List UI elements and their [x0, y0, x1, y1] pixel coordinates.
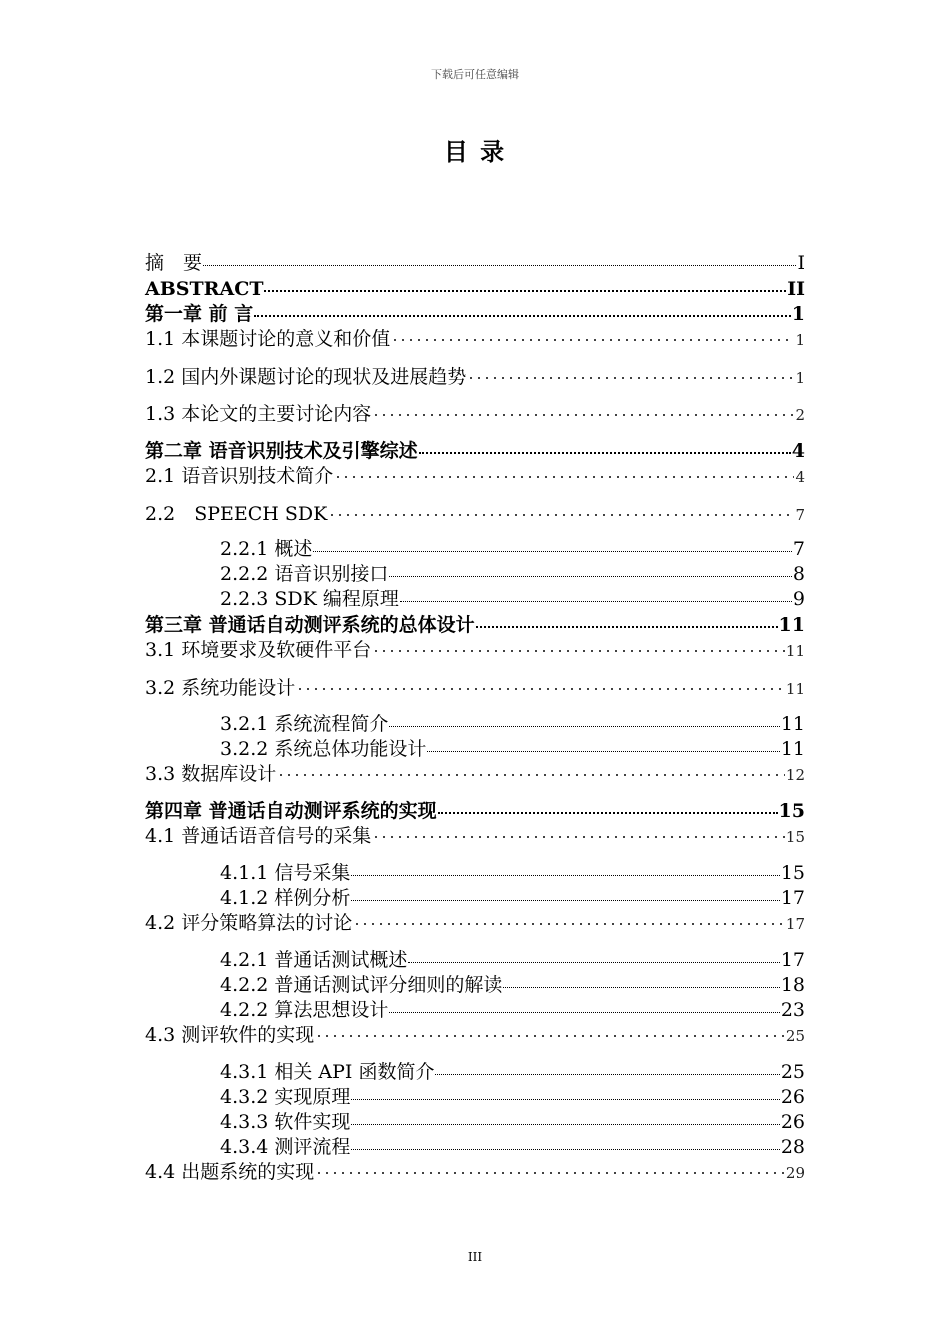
toc-entry-label: 4.3 测评软件的实现	[145, 1024, 315, 1046]
toc-entry[interactable]	[145, 1026, 805, 1045]
toc-entry-page: 8	[792, 563, 805, 585]
toc-entry[interactable]	[220, 590, 805, 609]
toc-entry[interactable]	[145, 405, 805, 424]
toc-entry-label: 3.2 系统功能设计	[145, 677, 296, 699]
toc-dot-leader	[351, 1099, 779, 1100]
toc-entry-label: 3.1 环境要求及软硬件平台	[145, 639, 372, 661]
page-number: III	[467, 1250, 483, 1264]
toc-entry-label: 3.2.2 系统总体功能设计	[220, 738, 427, 760]
toc-dot-leader	[351, 1124, 779, 1125]
toc-entry[interactable]	[145, 467, 805, 486]
toc-entry-page: 4	[791, 440, 805, 462]
toc-dot-leader	[389, 1012, 779, 1013]
toc-dot-leader	[328, 514, 794, 518]
toc-dot-leader	[435, 1074, 779, 1075]
toc-dot-leader	[296, 688, 785, 692]
toc-dot-leader	[264, 290, 786, 292]
toc-entry[interactable]	[220, 889, 805, 908]
toc-entry-page: 7	[792, 538, 805, 560]
toc-entry-label: 4.3.2 实现原理	[220, 1086, 351, 1108]
toc-entry-label: 4.2.2 普通话测试评分细则的解读	[220, 974, 503, 996]
toc-entry[interactable]	[220, 1138, 805, 1157]
toc-entry[interactable]	[220, 1001, 805, 1020]
toc-dot-leader	[372, 414, 794, 418]
toc-entry-label: 2.2.2 语音识别接口	[220, 563, 389, 585]
toc-entry-page: 11	[778, 614, 805, 636]
toc-entry[interactable]	[145, 254, 805, 273]
toc-dot-leader	[476, 626, 778, 628]
toc-dot-leader	[427, 751, 779, 752]
toc-entry-label: 第二章 语音识别技术及引擎综述	[145, 440, 418, 462]
toc-entry-page: 26	[780, 1086, 805, 1108]
toc-entry[interactable]	[220, 540, 805, 559]
toc-dot-leader	[334, 476, 794, 480]
toc-dot-leader	[389, 576, 792, 577]
toc-entry-label: 4.2.1 普通话测试概述	[220, 949, 408, 971]
toc-entry-page: 17	[785, 915, 805, 933]
toc-dot-leader	[315, 1035, 785, 1039]
toc-entry[interactable]	[145, 330, 805, 349]
toc-dot-leader	[408, 962, 779, 963]
toc-entry[interactable]	[145, 368, 805, 387]
toc-entry-page: 17	[780, 949, 805, 971]
toc-dot-leader	[203, 265, 796, 266]
toc-entry-page: 11	[785, 680, 805, 698]
toc-entry[interactable]	[220, 1113, 805, 1132]
toc-dot-leader	[254, 315, 791, 317]
toc-entry-label: 2.2.1 概述	[220, 538, 313, 560]
toc-entry[interactable]	[220, 1088, 805, 1107]
toc-entry-label: 4.3.3 软件实现	[220, 1111, 351, 1133]
toc-entry-page: 28	[780, 1136, 805, 1158]
toc-entry-page: 1	[791, 303, 805, 325]
toc-entry-label: 4.3.1 相关 API 函数简介	[220, 1061, 435, 1083]
toc-entry-page: 1	[795, 369, 805, 387]
toc-dot-leader	[467, 377, 794, 381]
toc-dot-leader	[351, 875, 779, 876]
toc-entry[interactable]	[145, 505, 805, 524]
toc-entry-page: 25	[785, 1027, 805, 1045]
toc-dot-leader	[372, 650, 785, 654]
toc-entry-label: 4.1 普通话语音信号的采集	[145, 825, 372, 847]
toc-dot-leader	[277, 774, 785, 778]
toc-dot-leader	[353, 923, 785, 927]
toc-dot-leader	[503, 987, 779, 988]
toc-entry-label: 3.2.1 系统流程简介	[220, 713, 389, 735]
toc-entry-page: 15	[780, 862, 805, 884]
toc-entry-page: 15	[778, 800, 805, 822]
toc-entry[interactable]	[145, 1163, 805, 1182]
toc-entry[interactable]	[220, 715, 805, 734]
toc-entry[interactable]	[220, 976, 805, 995]
toc-entry-label: 1.2 国内外课题讨论的现状及进展趋势	[145, 366, 467, 388]
toc-entry-label: 摘 要	[145, 252, 203, 274]
toc-entry[interactable]	[145, 641, 805, 660]
toc-entry[interactable]	[145, 802, 805, 821]
toc-dot-leader	[351, 1149, 779, 1150]
toc-entry-label: 4.3.4 测评流程	[220, 1136, 351, 1158]
toc-entry[interactable]	[220, 864, 805, 883]
toc-entry-label: 2.2 SPEECH SDK	[145, 503, 328, 525]
toc-entry-label: 2.1 语音识别技术简介	[145, 465, 334, 487]
toc-entry[interactable]	[145, 914, 805, 933]
toc-dot-leader	[389, 726, 779, 727]
toc-entry-label: 第一章 前 言	[145, 303, 254, 325]
toc-entry-page: II	[787, 278, 805, 300]
toc-entry[interactable]	[220, 1063, 805, 1082]
toc-entry-page: 26	[780, 1111, 805, 1133]
toc-entry-page: 4	[795, 468, 805, 486]
toc-entry-label: 3.3 数据库设计	[145, 763, 277, 785]
toc-dot-leader	[419, 452, 791, 454]
toc-entry[interactable]	[145, 616, 805, 635]
toc-entry-label: 4.2.2 算法思想设计	[220, 999, 389, 1021]
toc-entry-page: 2	[795, 406, 805, 424]
toc-dot-leader	[313, 551, 792, 552]
toc-entry-label: 1.3 本论文的主要讨论内容	[145, 403, 372, 425]
toc-entry-page: I	[797, 252, 805, 274]
toc-dot-leader	[315, 1172, 785, 1176]
toc-entry[interactable]	[145, 442, 805, 461]
toc-dot-leader	[372, 836, 785, 840]
toc-entry-label: 4.1.1 信号采集	[220, 862, 351, 884]
toc-entry-label: 2.2.3 SDK 编程原理	[220, 588, 399, 610]
toc-dot-leader	[400, 601, 792, 602]
toc-entry[interactable]	[145, 305, 805, 324]
toc-dot-leader	[391, 339, 794, 343]
toc-entry-page: 7	[795, 506, 805, 524]
toc-entry-page: 9	[792, 588, 805, 610]
toc-entry-page: 29	[785, 1164, 805, 1182]
toc-entry-page: 11	[780, 713, 805, 735]
toc-entry-page: 11	[785, 642, 805, 660]
toc-entry-label: 4.1.2 样例分析	[220, 887, 351, 909]
toc-entry-page: 12	[785, 766, 805, 784]
toc-dot-leader	[351, 900, 779, 901]
toc-entry-page: 1	[795, 331, 805, 349]
toc-entry-page: 15	[785, 828, 805, 846]
toc-entry-label: 4.4 出题系统的实现	[145, 1161, 315, 1183]
toc-entry[interactable]	[145, 280, 805, 299]
toc-entry-page: 17	[780, 887, 805, 909]
toc-entry-page: 25	[780, 1061, 805, 1083]
toc-entry-page: 18	[780, 974, 805, 996]
toc-entry[interactable]	[220, 740, 805, 759]
header-note: 下载后可任意编辑	[431, 68, 519, 81]
toc-entry-page: 23	[780, 999, 805, 1021]
toc-entry[interactable]	[145, 679, 805, 698]
toc-entry[interactable]	[220, 951, 805, 970]
toc-entry[interactable]	[145, 827, 805, 846]
toc-entry-label: 4.2 评分策略算法的讨论	[145, 912, 353, 934]
toc-entry[interactable]	[145, 765, 805, 784]
toc-dot-leader	[438, 812, 778, 814]
toc-entry-label: 1.1 本课题讨论的意义和价值	[145, 328, 391, 350]
toc-entry-page: 11	[780, 738, 805, 760]
toc-entry-label: ABSTRACT	[145, 278, 264, 300]
toc-entry-label: 第四章 普通话自动测评系统的实现	[145, 800, 437, 822]
toc-entry[interactable]	[220, 565, 805, 584]
page-title: 目 录	[443, 138, 507, 166]
toc-entry-label: 第三章 普通话自动测评系统的总体设计	[145, 614, 475, 636]
